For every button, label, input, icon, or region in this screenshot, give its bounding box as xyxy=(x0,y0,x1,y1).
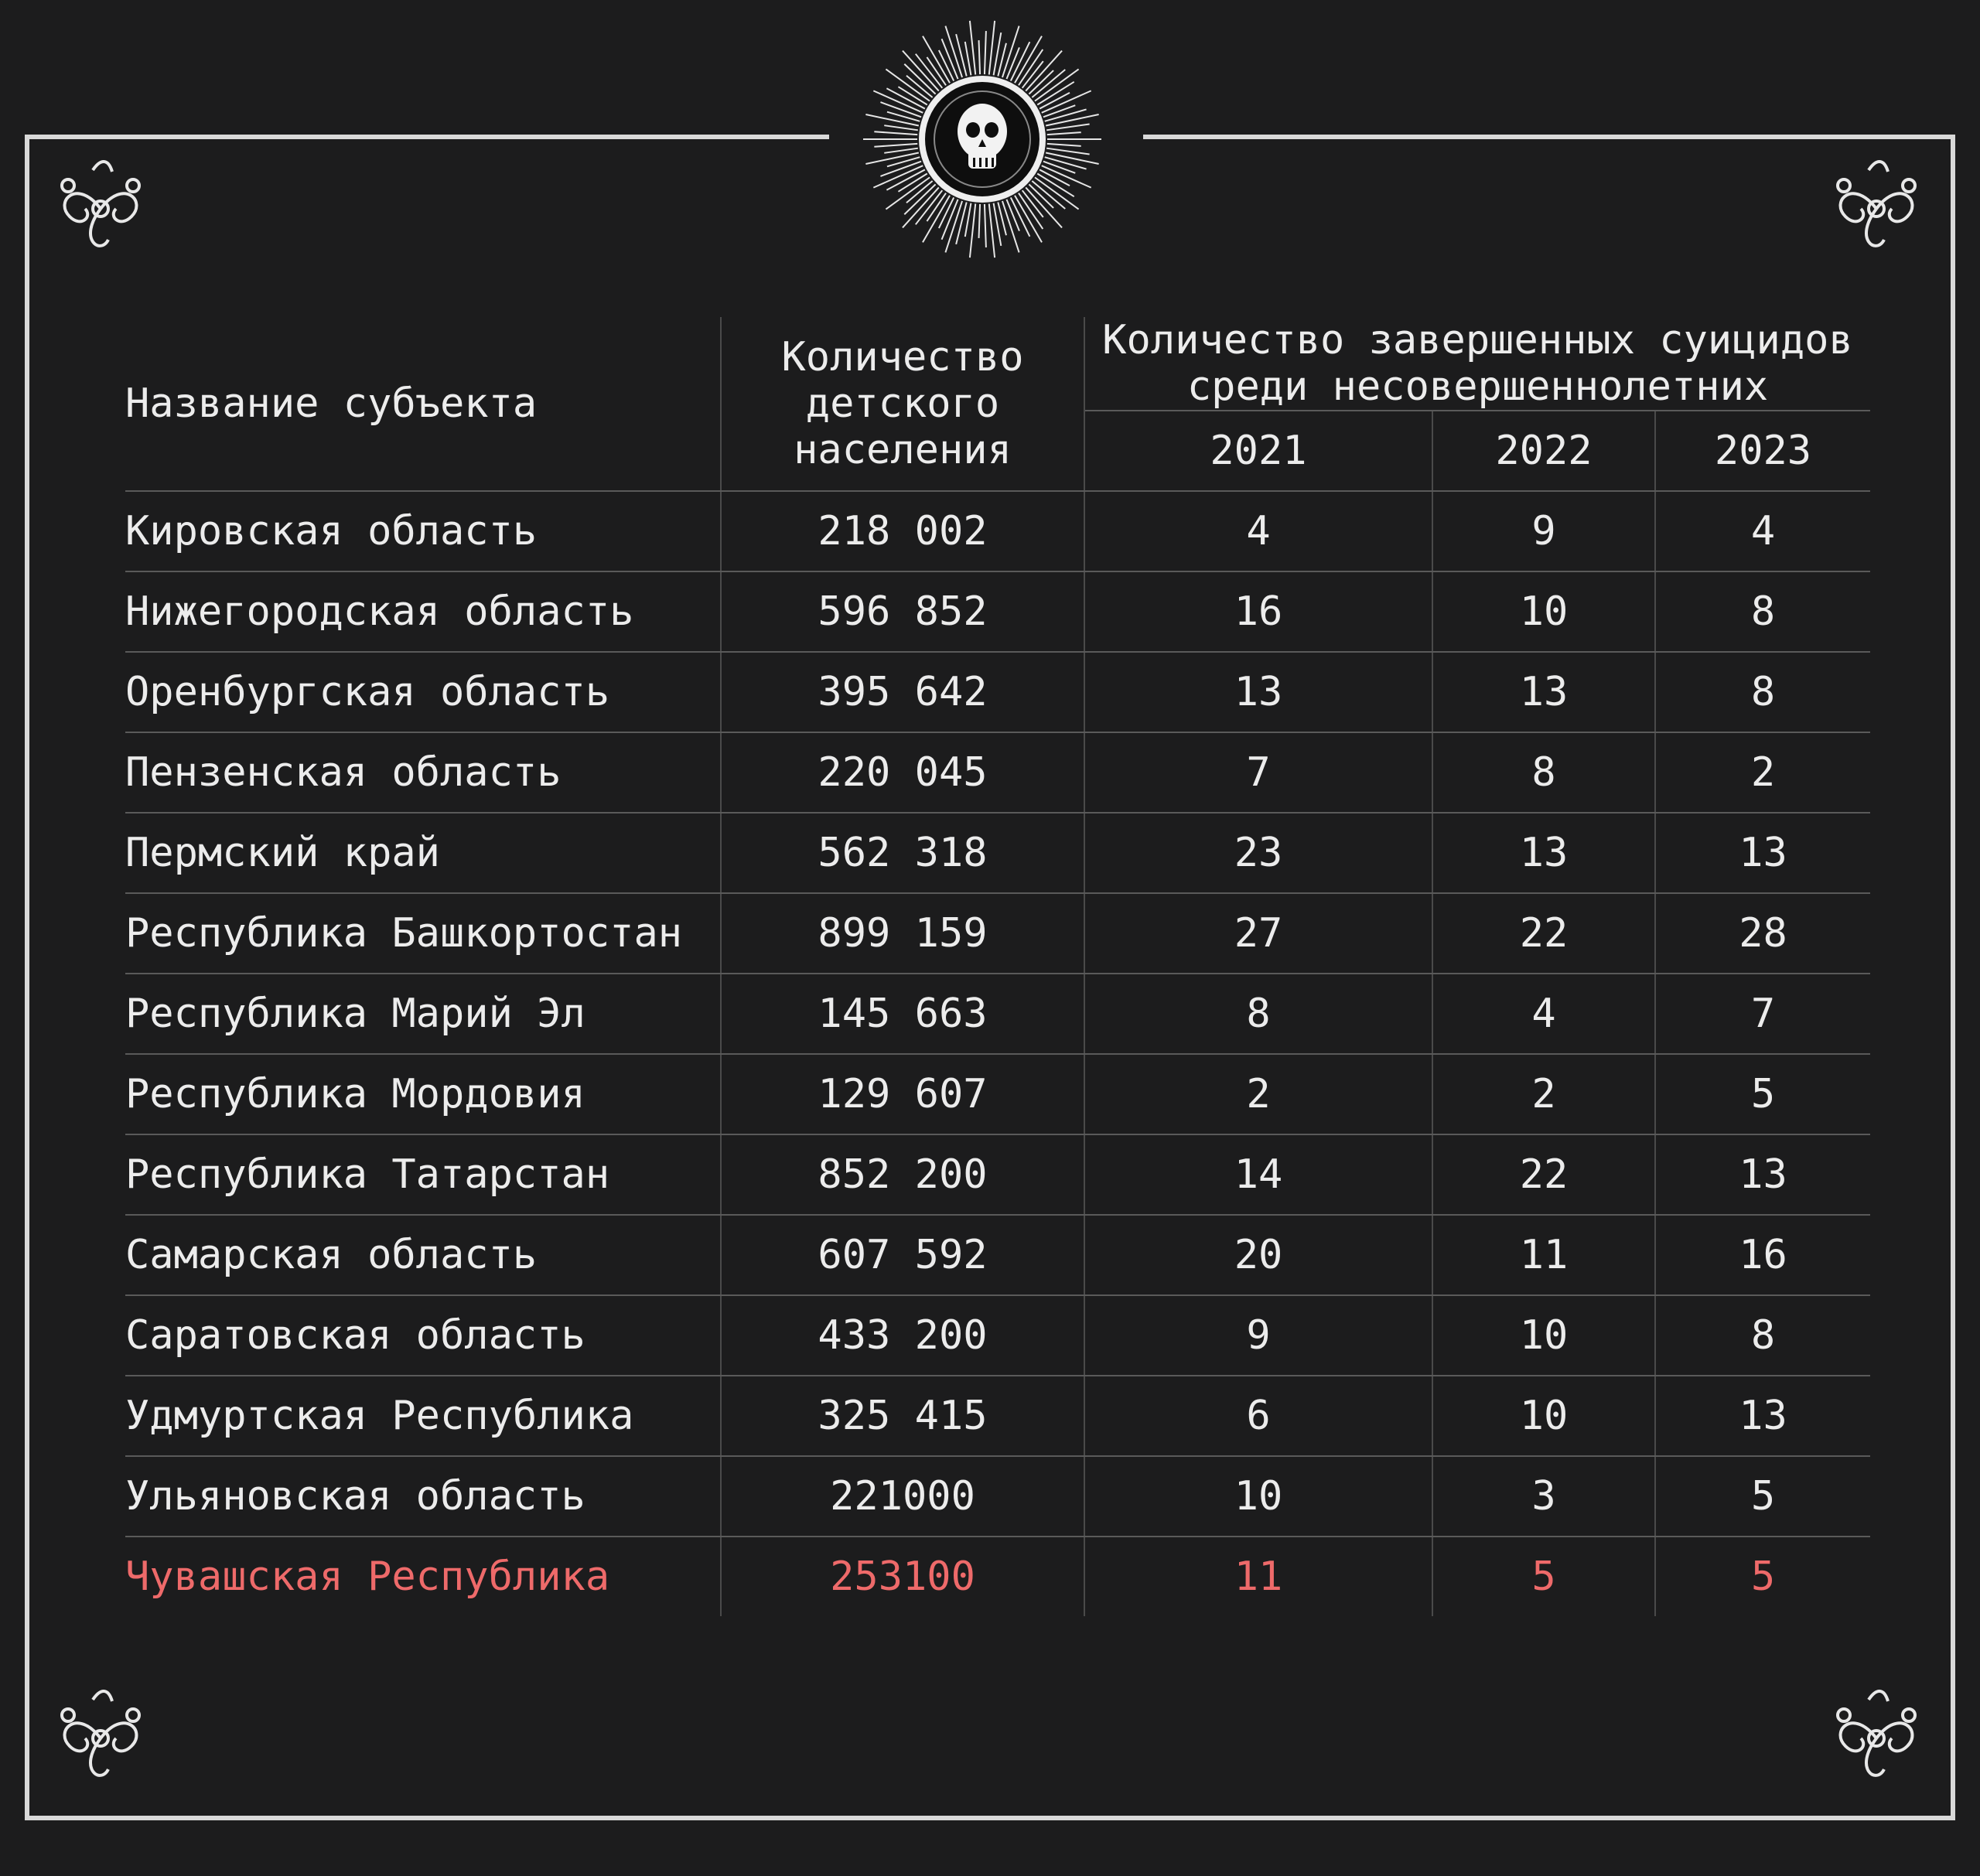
child-population-cell: 433 200 xyxy=(721,1295,1084,1376)
suicide-statistics-table-container xyxy=(125,317,1870,1616)
suicides-2023-cell: 5 xyxy=(1750,1554,1776,1600)
suicides-2021-cell: 6 xyxy=(1084,1376,1432,1456)
floral-ornament-icon xyxy=(46,1684,155,1792)
region-name-cell: Нижегородская область xyxy=(125,571,721,652)
table-row xyxy=(125,1054,1870,1134)
suicides-2021-cell: 10 xyxy=(1084,1456,1432,1537)
table-row xyxy=(125,893,1870,974)
suicides-2023-cell: 5 xyxy=(1655,1456,1870,1537)
region-name-cell: Ульяновская область xyxy=(125,1456,721,1537)
region-name-cell: Чувашская Республика xyxy=(125,1537,721,1616)
suicides-2022-cell: 22 xyxy=(1432,893,1655,974)
table-row xyxy=(125,1376,1870,1456)
region-name-cell: Кировская область xyxy=(125,491,721,571)
suicides-2022-cell: 9 xyxy=(1432,491,1655,571)
suicides-2023-cell: 8 xyxy=(1655,652,1870,732)
table-row xyxy=(125,813,1870,893)
suicides-2021-cell: 20 xyxy=(1084,1215,1432,1295)
frame-top-right xyxy=(1143,135,1955,139)
header-region-name: Название субъекта xyxy=(125,317,721,491)
suicides-2023-cell: 8 xyxy=(1655,1295,1870,1376)
suicides-2021-cell: 7 xyxy=(1084,732,1432,813)
suicides-2022-cell: 3 xyxy=(1432,1456,1655,1537)
suicides-2023-cell: 13 xyxy=(1655,813,1870,893)
suicides-2023-cell: 4 xyxy=(1655,491,1870,571)
suicides-2023-cell: 8 xyxy=(1655,571,1870,652)
child-population-cell: 325 415 xyxy=(721,1376,1084,1456)
frame-bottom xyxy=(26,1816,1955,1820)
table-row xyxy=(125,1295,1870,1376)
suicides-2023-cell: 7 xyxy=(1655,974,1870,1054)
suicides-2021-cell: 16 xyxy=(1084,571,1432,652)
header-population-line-1: Количество xyxy=(781,334,1024,380)
child-population-cell: 145 663 xyxy=(721,974,1084,1054)
suicides-2022-cell: 22 xyxy=(1432,1134,1655,1215)
suicides-2022-cell: 8 xyxy=(1432,732,1655,813)
table-row xyxy=(125,1456,1870,1537)
region-name-cell: Республика Мордовия xyxy=(125,1054,721,1134)
child-population-cell: 395 642 xyxy=(721,652,1084,732)
frame-top-left xyxy=(26,135,829,139)
table-row xyxy=(125,1134,1870,1215)
suicides-2021-cell: 2 xyxy=(1084,1054,1432,1134)
region-name-cell: Пензенская область xyxy=(125,732,721,813)
table-row xyxy=(125,974,1870,1054)
suicides-2023-cell: 16 xyxy=(1655,1215,1870,1295)
child-population-cell: 129 607 xyxy=(721,1054,1084,1134)
suicide-statistics-table xyxy=(125,317,1870,1616)
floral-ornament-icon xyxy=(1822,1684,1930,1792)
header-population-line-3: населения xyxy=(794,427,1012,473)
table-row xyxy=(125,732,1870,813)
frame-right xyxy=(1951,135,1955,1820)
suicides-2022-cell: 10 xyxy=(1432,1295,1655,1376)
child-population-cell: 221000 xyxy=(721,1456,1084,1537)
child-population-cell: 852 200 xyxy=(721,1134,1084,1215)
region-name-cell: Саратовская область xyxy=(125,1295,721,1376)
header-year-2021: 2021 xyxy=(1084,411,1432,491)
table-row xyxy=(125,1215,1870,1295)
suicides-2022-cell: 13 xyxy=(1432,813,1655,893)
child-population-cell: 899 159 xyxy=(721,893,1084,974)
table-row xyxy=(125,1537,1870,1616)
child-population-cell: 596 852 xyxy=(721,571,1084,652)
header-suicides-group xyxy=(1084,317,1870,411)
header-year-2022: 2022 xyxy=(1432,411,1655,491)
region-name-cell: Пермский край xyxy=(125,813,721,893)
suicides-2021-cell: 13 xyxy=(1084,652,1432,732)
skull-sunburst-icon xyxy=(859,15,1106,263)
table-row xyxy=(125,491,1870,571)
header-suicides-line-1: Количество завершенных суицидов xyxy=(1102,317,1853,363)
child-population-cell: 562 318 xyxy=(721,813,1084,893)
suicides-2021-cell: 8 xyxy=(1084,974,1432,1054)
header-population-line-2: детского xyxy=(805,380,1000,427)
suicides-2022-cell: 13 xyxy=(1432,652,1655,732)
region-name-cell: Республика Татарстан xyxy=(125,1134,721,1215)
table-body xyxy=(125,491,1870,1616)
child-population-cell: 253100 xyxy=(721,1537,1084,1616)
table-row xyxy=(125,571,1870,652)
suicides-2021-cell: 14 xyxy=(1084,1134,1432,1215)
suicides-2022-cell: 10 xyxy=(1432,571,1655,652)
region-name-cell: Удмуртская Республика xyxy=(125,1376,721,1456)
child-population-cell: 607 592 xyxy=(721,1215,1084,1295)
floral-ornament-icon xyxy=(46,155,155,263)
suicides-2023-cell: 13 xyxy=(1655,1376,1870,1456)
suicides-2021-cell: 4 xyxy=(1084,491,1432,571)
floral-ornament-icon xyxy=(1822,155,1930,263)
suicides-2022-cell: 10 xyxy=(1432,1376,1655,1456)
suicides-2021-cell: 23 xyxy=(1084,813,1432,893)
header-suicides-line-2: среди несовершеннолетних xyxy=(1186,363,1769,410)
suicides-2021-cell: 27 xyxy=(1084,893,1432,974)
suicides-2022-cell: 2 xyxy=(1432,1054,1655,1134)
header-year-2023: 2023 xyxy=(1655,411,1870,491)
suicides-2023-cell: 2 xyxy=(1655,732,1870,813)
table-row xyxy=(125,652,1870,732)
suicides-2021-cell: 11 xyxy=(1084,1537,1432,1616)
region-name-cell: Республика Башкортостан xyxy=(125,893,721,974)
frame-left xyxy=(25,135,29,1820)
suicides-2023-cell: 5 xyxy=(1655,1054,1870,1134)
child-population-cell: 220 045 xyxy=(721,732,1084,813)
header-child-population xyxy=(721,317,1084,491)
suicides-2021-cell: 9 xyxy=(1084,1295,1432,1376)
region-name-cell: Республика Марий Эл xyxy=(125,974,721,1054)
child-population-cell: 218 002 xyxy=(721,491,1084,571)
suicides-2022-cell: 4 xyxy=(1432,974,1655,1054)
suicides-2022-cell: 5 xyxy=(1432,1537,1655,1616)
suicides-2023-cell: 28 xyxy=(1655,893,1870,974)
region-name-cell: Самарская область xyxy=(125,1215,721,1295)
suicides-2022-cell: 11 xyxy=(1432,1215,1655,1295)
region-name-cell: Оренбургская область xyxy=(125,652,721,732)
suicides-2023-cell: 13 xyxy=(1655,1134,1870,1215)
